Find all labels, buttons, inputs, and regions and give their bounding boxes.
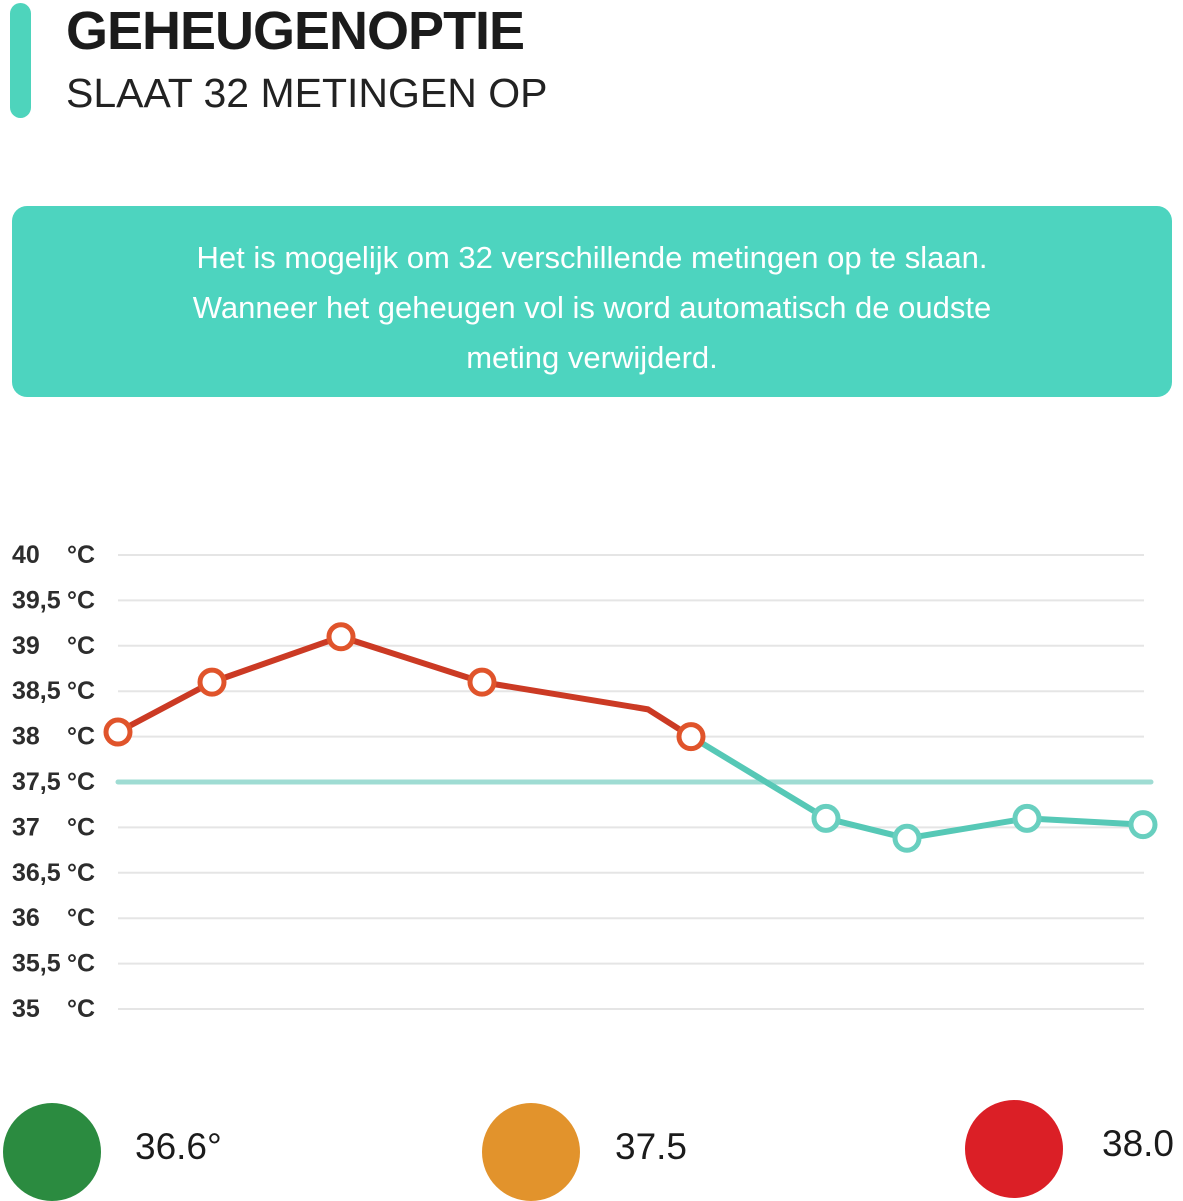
y-axis-unit-label: °C: [67, 722, 96, 751]
y-axis-unit-label: °C: [67, 813, 96, 842]
y-axis-tick-label: 39,5: [12, 586, 61, 615]
legend-dot-green: [3, 1103, 101, 1201]
series-line-below-threshold: [691, 737, 1143, 839]
y-axis-tick-label: 39: [12, 631, 40, 660]
legend-label-normal: 36.6°: [135, 1126, 222, 1167]
info-box: [12, 206, 1172, 397]
legend-dot-red: [965, 1100, 1063, 1198]
data-point-marker: [895, 826, 919, 850]
data-point-marker: [1131, 813, 1155, 837]
data-point-marker: [106, 720, 130, 744]
data-point-marker: [470, 670, 494, 694]
y-axis-tick-label: 37,5: [12, 768, 61, 796]
y-axis-unit-label: °C: [67, 541, 96, 569]
data-point-marker: [679, 725, 703, 749]
page-subtitle: SLAAT 32 METINGEN OP: [66, 70, 548, 116]
data-point-marker: [814, 806, 838, 830]
page-title: GEHEUGENOPTIE: [66, 1, 525, 61]
info-line-2: Wanneer het geheugen vol is word automatisch de oudste: [192, 290, 992, 325]
y-axis-tick-label: 37: [12, 813, 40, 842]
data-point-marker: [1015, 806, 1039, 830]
y-axis-unit-label: °C: [67, 904, 96, 933]
y-axis-unit-label: °C: [67, 768, 96, 796]
legend-dot-orange: [482, 1103, 580, 1201]
y-axis-tick-label: 36,5: [12, 858, 61, 887]
y-axis-unit-label: °C: [67, 949, 96, 978]
y-axis-unit-label: °C: [67, 858, 96, 887]
y-axis-tick-label: 40: [12, 541, 40, 569]
info-line-3: meting verwijderd.: [466, 340, 718, 375]
data-point-marker: [200, 670, 224, 694]
y-axis-tick-label: 35: [12, 995, 40, 1023]
info-line-1: Het is mogelijk om 32 verschillende metingen op te slaan.: [196, 240, 988, 275]
y-axis-tick-label: 35,5: [12, 949, 61, 978]
y-axis-tick-label: 38: [12, 722, 40, 751]
y-axis-unit-label: °C: [67, 995, 96, 1023]
y-axis-tick-label: 36: [12, 904, 40, 933]
data-point-marker: [329, 625, 353, 649]
legend-label-fever: 38.0: [1102, 1123, 1175, 1164]
temperature-line-chart: [0, 530, 1183, 1030]
y-axis-unit-label: °C: [67, 677, 96, 706]
y-axis-unit-label: °C: [67, 631, 96, 660]
y-axis-unit-label: °C: [67, 586, 96, 615]
accent-bar: [10, 3, 31, 118]
legend-label-elevated: 37.5: [615, 1126, 688, 1167]
y-axis-tick-label: 38,5: [12, 677, 61, 706]
